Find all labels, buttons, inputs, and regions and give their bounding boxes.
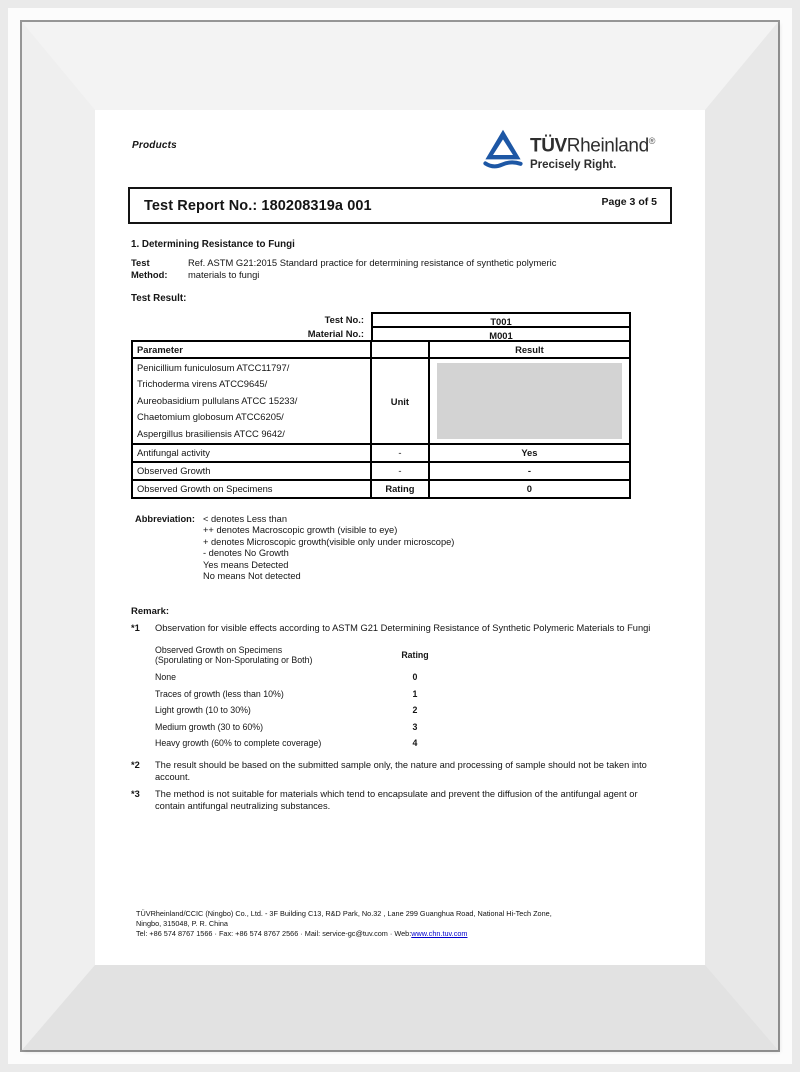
fungi-line: Aureobasidium pullulans ATCC 15233/ [137, 394, 298, 406]
remark-item-1 [131, 623, 705, 634]
logo-tuv-text: TÜV [529, 135, 567, 157]
remark-text: Observation for visible effects according to ASTM G21 Determining Resistance of Synthetic Polymeric Materials to Fungi [155, 623, 651, 634]
test-method-label: Test Method: [131, 257, 168, 280]
abbreviation-lines [203, 514, 454, 582]
tuv-triangle-icon [483, 126, 523, 172]
fungi-strains-cell [133, 359, 372, 443]
results-table [131, 312, 631, 499]
unit-cell: Unit [372, 359, 430, 443]
registered-mark-icon: ® [648, 136, 655, 146]
rating-value: 3 [412, 721, 418, 732]
tuv-rheinland-logo [483, 124, 655, 172]
picture-frame-mat [22, 22, 778, 1050]
abbreviation-block [135, 514, 705, 582]
remark-marker: *1 [131, 623, 140, 634]
parameter-cell: Observed Growth [133, 463, 372, 479]
remark-text: The result should be based on the submitted sample only, the nature and processing of sample should not be taken into account. [155, 760, 647, 782]
remark-marker: *3 [131, 789, 140, 800]
fungi-line: Trichoderma virens ATCC9645/ [137, 378, 268, 390]
rating-row-medium [155, 722, 455, 732]
rating-desc: Traces of growth (less than 10%) [155, 688, 284, 699]
fungi-strains-row [133, 357, 629, 443]
remark-marker: *2 [131, 760, 140, 771]
rating-table [155, 645, 455, 749]
result-cell: - [527, 465, 531, 477]
abbreviation-line: Yes means Detected [203, 559, 289, 570]
result-cell: Yes [521, 447, 538, 459]
test-method-text: Ref. ASTM G21:2015 Standard practice for determining resistance of synthetic polymeric materials to fungi [188, 257, 557, 280]
rating-column-header: Rating [401, 650, 429, 661]
table-header-row [133, 342, 629, 357]
rating-desc: None [155, 672, 177, 683]
rating-table-desc-header [155, 645, 385, 666]
report-number-title: Test Report No.: 180208319a 001 [144, 197, 372, 214]
picture-frame [8, 8, 792, 1064]
logo-rheinland-text: Rheinland [566, 135, 649, 157]
rating-desc: Light growth (10 to 30%) [155, 705, 251, 716]
fungi-line: Aspergillus brasiliensis ATCC 9642/ [137, 427, 285, 439]
rating-value: 0 [412, 672, 418, 683]
rating-desc-header-line2: (Sporulating or Non-Sporulating or Both) [155, 655, 313, 666]
abbreviation-line: < denotes Less than [203, 514, 287, 525]
page-header [95, 110, 705, 172]
parameter-cell: Observed Growth on Specimens [133, 481, 372, 497]
report-page [95, 110, 705, 965]
remark-heading: Remark: [131, 606, 170, 618]
rating-row-none [155, 672, 455, 682]
rating-desc: Medium growth (30 to 60%) [155, 721, 264, 732]
test-result-label: Test Result: [131, 293, 187, 304]
rating-desc-header-line1: Observed Growth on Specimens [155, 644, 283, 655]
remark-text: The method is not suitable for materials which tend to encapsulate and prevent the diffusion of the antifungal agent or contain antifungal neutralizing substances. [155, 789, 638, 811]
unit-cell: - [372, 445, 430, 461]
rating-value: 4 [412, 738, 418, 749]
logo-text-block [530, 124, 655, 171]
fungi-line: Chaetomium globosum ATCC6205/ [137, 411, 284, 423]
rating-row-light [155, 705, 455, 715]
footer-web-link[interactable]: www.chn.tuv.com [411, 929, 468, 938]
unit-column-header [372, 342, 430, 357]
result-column-header: Result [515, 344, 544, 355]
test-method-row [131, 257, 705, 280]
page-indicator: Page 3 of 5 [601, 196, 657, 208]
footer-contact-text: Tel: +86 574 8767 1566 · Fax: +86 574 8767 2566 · Mail: service-gc@tuv.com · Web: [136, 929, 412, 938]
abbreviation-line: - denotes No Growth [203, 548, 289, 559]
test-no-label: Test No.: [324, 314, 364, 325]
footer-address-line1: TÜVRheinland/CCIC (Ningbo) Co., Ltd. - 3F Building C13, R&D Park, No.32 , Lane 299 Guanghua Road, National Hi-Tech Zone, [136, 909, 552, 918]
table-row-antifungal-activity [133, 443, 629, 461]
rating-value: 2 [412, 705, 418, 716]
table-row-observed-growth [133, 461, 629, 479]
unit-cell: - [372, 463, 430, 479]
rating-row-heavy [155, 738, 455, 748]
footer-address-line2: Ningbo, 315048, P. R. China [136, 919, 228, 928]
fungi-line: Penicillium funiculosum ATCC11797/ [137, 362, 290, 373]
logo-wordmark [530, 130, 655, 157]
section-heading: 1. Determining Resistance to Fungi [131, 239, 295, 250]
abbreviation-label: Abbreviation: [135, 514, 195, 525]
page-footer [136, 909, 666, 939]
rating-desc: Heavy growth (60% to complete coverage) [155, 738, 322, 749]
footer-contact-line [136, 929, 666, 939]
remark-item-2 [131, 760, 705, 783]
unit-cell: Rating [372, 481, 430, 497]
rating-value: 1 [412, 688, 418, 699]
abbreviation-line: + denotes Microscopic growth(visible only under microscope) [203, 536, 455, 547]
abbreviation-line: ++ denotes Macroscopic growth (visible to eye) [203, 525, 398, 536]
rating-table-header [155, 645, 455, 666]
parameter-cell: Antifungal activity [133, 445, 372, 461]
rating-row-traces [155, 689, 455, 699]
parameter-column-header: Parameter [133, 342, 372, 357]
remark-item-3 [131, 789, 705, 812]
material-no-value: M001 [371, 326, 631, 342]
table-row-observed-growth-specimens [133, 479, 629, 497]
products-label: Products [132, 140, 177, 151]
result-cell [430, 359, 629, 443]
result-cell: 0 [526, 483, 533, 495]
report-number-banner [128, 187, 672, 224]
logo-tagline: Precisely Right. [529, 159, 617, 172]
test-no-value: T001 [371, 312, 631, 328]
result-placeholder-box [437, 363, 622, 439]
results-main-table [131, 340, 631, 499]
abbreviation-line: No means Not detected [203, 571, 301, 582]
material-no-row [131, 326, 631, 342]
material-no-label: Material No.: [307, 328, 364, 339]
